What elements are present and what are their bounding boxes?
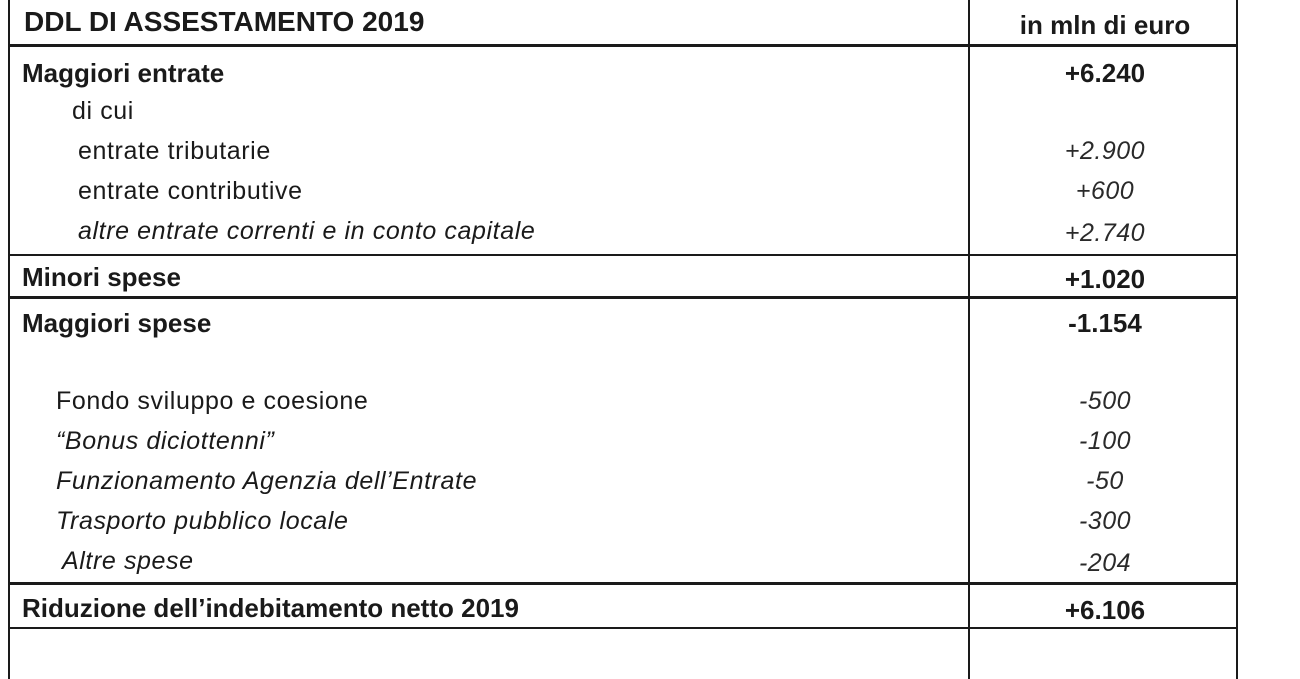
row-value-trasporto-pubblico: -300 bbox=[1078, 507, 1132, 535]
row-value-entrate-tributarie: +2.900 bbox=[1064, 137, 1146, 165]
row-value-maggiori-spese: -1.154 bbox=[1068, 308, 1142, 338]
row-value-altre-spese: -204 bbox=[1078, 549, 1132, 577]
row-divider bbox=[10, 296, 1236, 299]
row-label-altre-spese: Altre spese bbox=[62, 547, 194, 575]
row-value-minori-spese: +1.020 bbox=[1064, 264, 1146, 294]
row-label-bonus-diciottenni: “Bonus diciottenni” bbox=[56, 427, 275, 455]
row-label-maggiori-spese: Maggiori spese bbox=[22, 308, 212, 338]
header-divider bbox=[10, 44, 1236, 47]
unit-header: in mln di euro bbox=[1019, 10, 1191, 40]
row-divider bbox=[10, 627, 1236, 629]
row-label-altre-entrate: altre entrate correnti e in conto capitale bbox=[78, 217, 536, 245]
row-value-entrate-contributive: +600 bbox=[1075, 177, 1135, 205]
budget-table bbox=[8, 0, 1238, 679]
row-value-funzionamento-agenzia: -50 bbox=[1086, 467, 1124, 495]
row-label-minori-spese: Minori spese bbox=[22, 262, 181, 292]
row-divider bbox=[10, 582, 1236, 585]
table-title: DDL DI ASSESTAMENTO 2019 bbox=[24, 6, 425, 37]
row-label-fondo-sviluppo: Fondo sviluppo e coesione bbox=[56, 387, 369, 415]
row-value-fondo-sviluppo: -500 bbox=[1078, 387, 1132, 415]
row-value-bonus-diciottenni: -100 bbox=[1078, 427, 1132, 455]
row-divider bbox=[10, 254, 1236, 256]
row-value-altre-entrate: +2.740 bbox=[1064, 219, 1146, 247]
row-label-riduzione-indebitamento: Riduzione dell’indebitamento netto 2019 bbox=[22, 593, 519, 623]
row-label-trasporto-pubblico: Trasporto pubblico locale bbox=[56, 507, 349, 535]
row-label-di-cui: di cui bbox=[72, 97, 134, 125]
row-value-riduzione-indebitamento: +6.106 bbox=[1064, 595, 1146, 625]
row-label-maggiori-entrate: Maggiori entrate bbox=[22, 58, 225, 88]
row-value-maggiori-entrate: +6.240 bbox=[1064, 58, 1146, 88]
row-label-funzionamento-agenzia: Funzionamento Agenzia dell’Entrate bbox=[56, 467, 478, 495]
column-divider bbox=[968, 0, 970, 679]
row-label-entrate-tributarie: entrate tributarie bbox=[78, 137, 271, 165]
row-label-entrate-contributive: entrate contributive bbox=[78, 177, 303, 205]
